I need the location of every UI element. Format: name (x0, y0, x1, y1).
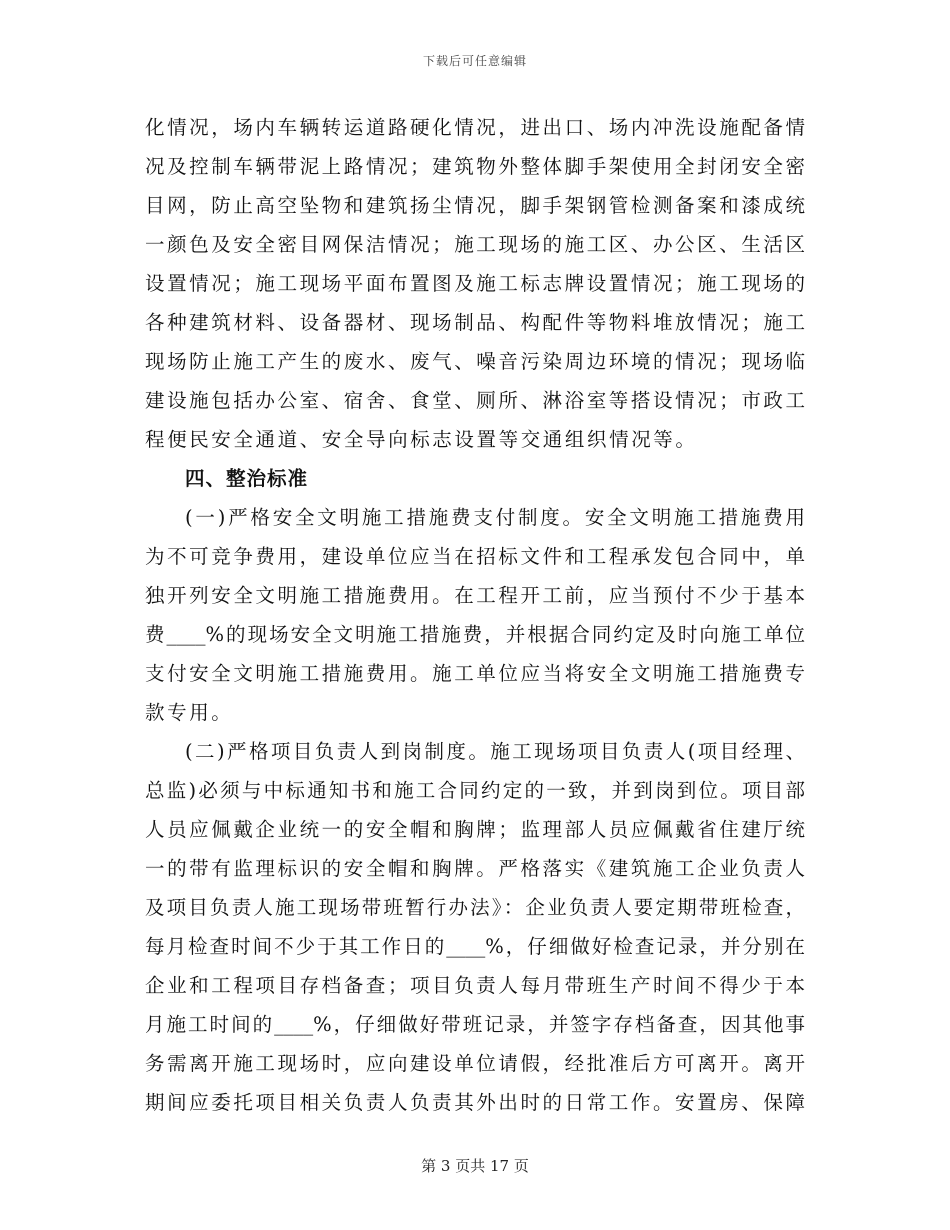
body-line: 现场防止施工产生的废水、废气、噪音污染周边环境的情况；现场临 (145, 350, 805, 373)
paragraph-1-line: 为不可竞争费用，建设单位应当在招标文件和工程承发包合同中，单 (145, 545, 805, 568)
page-number-footer: 第 3 页共 17 页 (421, 1157, 529, 1175)
paragraph-2-line: (二)严格项目负责人到岗制度。施工现场项目负责人(项目经理、 (185, 740, 805, 763)
section-heading: 四、整治标准 (185, 467, 309, 490)
paragraph-1-line: (一)严格安全文明施工措施费支付制度。安全文明施工措施费用 (185, 506, 805, 529)
paragraph-2-line: 及项目负责人施工现场带班暂行办法》：企业负责人要定期带班检查， (145, 896, 805, 919)
paragraph-1-line: 独开列安全文明施工措施费用。在工程开工前，应当预付不少于基本 (145, 584, 805, 607)
body-line: 化情况，场内车辆转运道路硬化情况，进出口、场内冲洗设施配备情 (145, 116, 805, 139)
paragraph-2-line: 总监)必须与中标通知书和施工合同约定的一致，并到岗到位。项目部 (145, 779, 805, 802)
paragraph-2-line: 务需离开施工现场时，应向建设单位请假，经批准后方可离开。离开 (145, 1052, 805, 1075)
document-body (145, 108, 805, 1122)
paragraph-2-line: 月施工时间的____%，仔细做好带班记录，并签字存档备查，因其他事 (145, 1013, 805, 1036)
paragraph-2-line: 人员应佩戴企业统一的安全帽和胸牌；监理部人员应佩戴省住建厅统 (145, 818, 805, 841)
paragraph-2-line: 一的带有监理标识的安全帽和胸牌。严格落实《建筑施工企业负责人 (145, 857, 805, 880)
body-line: 目网，防止高空坠物和建筑扬尘情况，脚手架钢管检测备案和漆成统 (145, 194, 805, 217)
body-line: 设置情况；施工现场平面布置图及施工标志牌设置情况；施工现场的 (145, 272, 805, 295)
paragraph-1-line: 支付安全文明施工措施费用。施工单位应当将安全文明施工措施费专 (145, 662, 805, 685)
body-line: 况及控制车辆带泥上路情况；建筑物外整体脚手架使用全封闭安全密 (145, 155, 805, 178)
body-line: 程便民安全通道、安全导向标志设置等交通组织情况等。 (145, 428, 698, 451)
paragraph-2-line: 每月检查时间不少于其工作日的____%，仔细做好检查记录，并分别在 (145, 935, 805, 958)
body-line: 各种建筑材料、设备器材、现场制品、构配件等物料堆放情况；施工 (145, 311, 805, 334)
page-header-note: 下载后可任意编辑 (422, 54, 527, 68)
paragraph-1-line: 费____%的现场安全文明施工措施费，并根据合同约定及时向施工单位 (145, 623, 805, 646)
paragraph-2-line: 期间应委托项目相关负责人负责其外出时的日常工作。安置房、保障 (145, 1091, 805, 1114)
body-line: 建设施包括办公室、宿舍、食堂、厕所、淋浴室等搭设情况；市政工 (145, 389, 805, 412)
paragraph-2-line: 企业和工程项目存档备查；项目负责人每月带班生产时间不得少于本 (145, 974, 805, 997)
paragraph-1-line: 款专用。 (145, 701, 234, 724)
body-line: 一颜色及安全密目网保洁情况；施工现场的施工区、办公区、生活区 (145, 233, 805, 256)
